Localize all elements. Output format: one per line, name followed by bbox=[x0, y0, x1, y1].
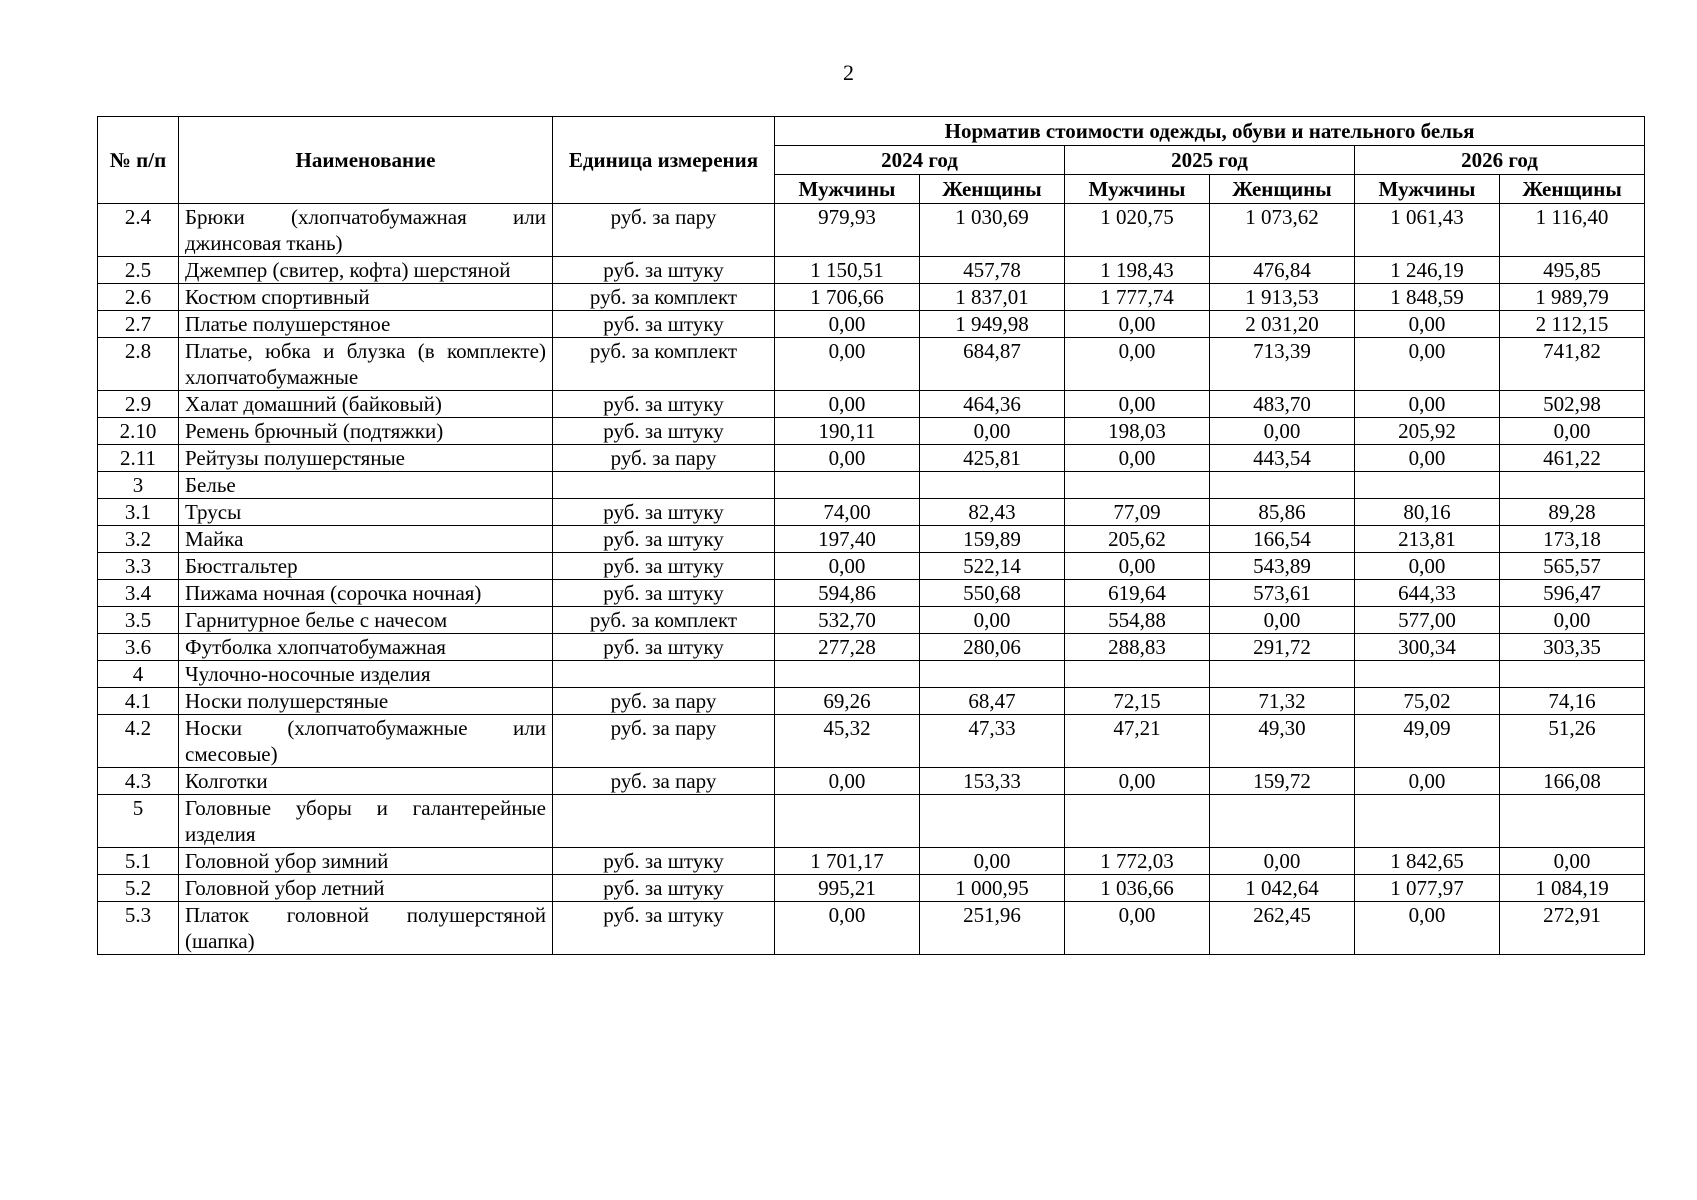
value-2024-men: 0,00 bbox=[775, 338, 920, 391]
value-2025-men: 0,00 bbox=[1065, 902, 1210, 955]
value-2025-men: 47,21 bbox=[1065, 715, 1210, 768]
value-2026-women: 74,16 bbox=[1500, 688, 1645, 715]
row-number: 5 bbox=[98, 795, 179, 848]
value-2025-men: 0,00 bbox=[1065, 311, 1210, 338]
row-number: 2.5 bbox=[98, 257, 179, 284]
table-header bbox=[98, 117, 1645, 204]
value-2025-women: 0,00 bbox=[1210, 607, 1355, 634]
unit-of-measure: руб. за штуку bbox=[553, 257, 775, 284]
value-2025-men: 0,00 bbox=[1065, 768, 1210, 795]
table-row bbox=[98, 848, 1645, 875]
row-number: 4.1 bbox=[98, 688, 179, 715]
value-2024-women: 684,87 bbox=[920, 338, 1065, 391]
value-2024-men bbox=[775, 795, 920, 848]
table-row bbox=[98, 472, 1645, 499]
value-2025-men: 0,00 bbox=[1065, 338, 1210, 391]
value-2024-men: 197,40 bbox=[775, 526, 920, 553]
unit-of-measure bbox=[553, 472, 775, 499]
value-2026-women: 303,35 bbox=[1500, 634, 1645, 661]
item-name: Халат домашний (байковый) bbox=[179, 391, 553, 418]
header-women: Женщины bbox=[920, 175, 1065, 204]
value-2025-women: 543,89 bbox=[1210, 553, 1355, 580]
value-2024-men: 995,21 bbox=[775, 875, 920, 902]
value-2026-men bbox=[1355, 472, 1500, 499]
value-2026-men: 300,34 bbox=[1355, 634, 1500, 661]
item-name: Платок головной полушерстяной (шапка) bbox=[179, 902, 553, 955]
table-row bbox=[98, 391, 1645, 418]
unit-of-measure: руб. за комплект bbox=[553, 338, 775, 391]
value-2024-women: 153,33 bbox=[920, 768, 1065, 795]
value-2026-women: 173,18 bbox=[1500, 526, 1645, 553]
table-row bbox=[98, 607, 1645, 634]
value-2024-women bbox=[920, 795, 1065, 848]
value-2025-men: 1 777,74 bbox=[1065, 284, 1210, 311]
unit-of-measure: руб. за штуку bbox=[553, 580, 775, 607]
value-2024-men: 45,32 bbox=[775, 715, 920, 768]
item-name: Головные уборы и галантерейные изделия bbox=[179, 795, 553, 848]
value-2025-men: 554,88 bbox=[1065, 607, 1210, 634]
header-name: Наименование bbox=[179, 117, 553, 204]
value-2025-women: 476,84 bbox=[1210, 257, 1355, 284]
value-2025-women: 1 073,62 bbox=[1210, 204, 1355, 257]
value-2024-men: 0,00 bbox=[775, 311, 920, 338]
unit-of-measure: руб. за комплект bbox=[553, 284, 775, 311]
value-2025-men bbox=[1065, 472, 1210, 499]
value-2026-men: 0,00 bbox=[1355, 553, 1500, 580]
item-name: Носки (хлопчатобумажные или смесовые) bbox=[179, 715, 553, 768]
value-2024-women: 464,36 bbox=[920, 391, 1065, 418]
unit-of-measure: руб. за штуку bbox=[553, 902, 775, 955]
value-2024-men: 0,00 bbox=[775, 902, 920, 955]
item-name: Брюки (хлопчатобумажная или джинсовая ткань) bbox=[179, 204, 553, 257]
value-2026-women: 51,26 bbox=[1500, 715, 1645, 768]
value-2026-women: 502,98 bbox=[1500, 391, 1645, 418]
item-name: Головной убор летний bbox=[179, 875, 553, 902]
item-name: Белье bbox=[179, 472, 553, 499]
value-2025-men: 619,64 bbox=[1065, 580, 1210, 607]
value-2024-women: 1 030,69 bbox=[920, 204, 1065, 257]
row-number: 2.8 bbox=[98, 338, 179, 391]
row-number: 3.1 bbox=[98, 499, 179, 526]
table-body bbox=[98, 204, 1645, 955]
value-2025-women bbox=[1210, 472, 1355, 499]
value-2025-women: 71,32 bbox=[1210, 688, 1355, 715]
item-name: Гарнитурное белье с начесом bbox=[179, 607, 553, 634]
value-2025-women: 0,00 bbox=[1210, 418, 1355, 445]
value-2026-men: 213,81 bbox=[1355, 526, 1500, 553]
value-2026-women: 495,85 bbox=[1500, 257, 1645, 284]
value-2024-women: 0,00 bbox=[920, 607, 1065, 634]
value-2025-women: 713,39 bbox=[1210, 338, 1355, 391]
value-2025-men: 0,00 bbox=[1065, 553, 1210, 580]
value-2026-men: 75,02 bbox=[1355, 688, 1500, 715]
value-2024-men: 0,00 bbox=[775, 391, 920, 418]
value-2025-men: 1 036,66 bbox=[1065, 875, 1210, 902]
value-2024-women: 1 949,98 bbox=[920, 311, 1065, 338]
value-2024-women: 1 000,95 bbox=[920, 875, 1065, 902]
value-2026-men bbox=[1355, 661, 1500, 688]
row-number: 2.4 bbox=[98, 204, 179, 257]
value-2025-men: 0,00 bbox=[1065, 391, 1210, 418]
value-2026-women: 272,91 bbox=[1500, 902, 1645, 955]
value-2026-women: 1 989,79 bbox=[1500, 284, 1645, 311]
item-name: Ремень брючный (подтяжки) bbox=[179, 418, 553, 445]
value-2025-women: 291,72 bbox=[1210, 634, 1355, 661]
value-2026-women: 461,22 bbox=[1500, 445, 1645, 472]
value-2025-women: 85,86 bbox=[1210, 499, 1355, 526]
value-2024-women: 0,00 bbox=[920, 418, 1065, 445]
value-2025-women: 159,72 bbox=[1210, 768, 1355, 795]
value-2026-men bbox=[1355, 795, 1500, 848]
item-name: Джемпер (свитер, кофта) шерстяной bbox=[179, 257, 553, 284]
value-2024-women: 0,00 bbox=[920, 848, 1065, 875]
value-2026-men: 1 246,19 bbox=[1355, 257, 1500, 284]
item-name: Чулочно-носочные изделия bbox=[179, 661, 553, 688]
value-2026-men: 0,00 bbox=[1355, 311, 1500, 338]
value-2024-women bbox=[920, 472, 1065, 499]
value-2025-women: 2 031,20 bbox=[1210, 311, 1355, 338]
value-2024-men bbox=[775, 661, 920, 688]
item-name: Бюстгальтер bbox=[179, 553, 553, 580]
header-year-2024: 2024 год bbox=[775, 146, 1065, 175]
value-2025-men: 1 772,03 bbox=[1065, 848, 1210, 875]
table-row bbox=[98, 902, 1645, 955]
header-num: № п/п bbox=[98, 117, 179, 204]
value-2026-women bbox=[1500, 795, 1645, 848]
unit-of-measure: руб. за штуку bbox=[553, 526, 775, 553]
value-2025-men: 1 198,43 bbox=[1065, 257, 1210, 284]
value-2026-women: 2 112,15 bbox=[1500, 311, 1645, 338]
header-women: Женщины bbox=[1500, 175, 1645, 204]
row-number: 2.7 bbox=[98, 311, 179, 338]
value-2024-women: 425,81 bbox=[920, 445, 1065, 472]
page-number: 2 bbox=[843, 60, 854, 85]
value-2025-women: 49,30 bbox=[1210, 715, 1355, 768]
value-2024-men: 1 150,51 bbox=[775, 257, 920, 284]
value-2026-men: 1 842,65 bbox=[1355, 848, 1500, 875]
unit-of-measure bbox=[553, 661, 775, 688]
item-name: Футболка хлопчатобумажная bbox=[179, 634, 553, 661]
unit-of-measure: руб. за пару bbox=[553, 715, 775, 768]
value-2025-men bbox=[1065, 795, 1210, 848]
value-2025-women: 166,54 bbox=[1210, 526, 1355, 553]
item-name: Костюм спортивный bbox=[179, 284, 553, 311]
value-2024-men: 532,70 bbox=[775, 607, 920, 634]
unit-of-measure: руб. за штуку bbox=[553, 634, 775, 661]
value-2026-men: 205,92 bbox=[1355, 418, 1500, 445]
row-number: 2.6 bbox=[98, 284, 179, 311]
value-2024-men: 0,00 bbox=[775, 768, 920, 795]
value-2024-women: 457,78 bbox=[920, 257, 1065, 284]
value-2025-men: 0,00 bbox=[1065, 445, 1210, 472]
table-row bbox=[98, 445, 1645, 472]
table-row bbox=[98, 338, 1645, 391]
header-women: Женщины bbox=[1210, 175, 1355, 204]
value-2024-women: 522,14 bbox=[920, 553, 1065, 580]
unit-of-measure: руб. за штуку bbox=[553, 875, 775, 902]
value-2026-women: 596,47 bbox=[1500, 580, 1645, 607]
unit-of-measure: руб. за штуку bbox=[553, 848, 775, 875]
value-2026-women: 565,57 bbox=[1500, 553, 1645, 580]
value-2026-men: 0,00 bbox=[1355, 445, 1500, 472]
value-2026-men: 80,16 bbox=[1355, 499, 1500, 526]
table-row bbox=[98, 715, 1645, 768]
item-name: Пижама ночная (сорочка ночная) bbox=[179, 580, 553, 607]
value-2025-women bbox=[1210, 795, 1355, 848]
item-name: Носки полушерстяные bbox=[179, 688, 553, 715]
table-row bbox=[98, 634, 1645, 661]
value-2024-women bbox=[920, 661, 1065, 688]
value-2025-men: 72,15 bbox=[1065, 688, 1210, 715]
unit-of-measure: руб. за пару bbox=[553, 445, 775, 472]
table-row bbox=[98, 204, 1645, 257]
row-number: 2.9 bbox=[98, 391, 179, 418]
table-row bbox=[98, 311, 1645, 338]
table-row bbox=[98, 553, 1645, 580]
unit-of-measure: руб. за штуку bbox=[553, 418, 775, 445]
unit-of-measure: руб. за штуку bbox=[553, 391, 775, 418]
row-number: 2.10 bbox=[98, 418, 179, 445]
value-2026-women: 1 084,19 bbox=[1500, 875, 1645, 902]
value-2024-women: 251,96 bbox=[920, 902, 1065, 955]
value-2026-men: 577,00 bbox=[1355, 607, 1500, 634]
item-name: Колготки bbox=[179, 768, 553, 795]
item-name: Платье полушерстяное bbox=[179, 311, 553, 338]
row-number: 2.11 bbox=[98, 445, 179, 472]
unit-of-measure: руб. за пару bbox=[553, 768, 775, 795]
value-2026-women bbox=[1500, 472, 1645, 499]
value-2025-women: 573,61 bbox=[1210, 580, 1355, 607]
unit-of-measure: руб. за штуку bbox=[553, 553, 775, 580]
item-name: Рейтузы полушерстяные bbox=[179, 445, 553, 472]
value-2025-men: 1 020,75 bbox=[1065, 204, 1210, 257]
value-2025-women: 262,45 bbox=[1210, 902, 1355, 955]
table-row bbox=[98, 257, 1645, 284]
table-row bbox=[98, 661, 1645, 688]
header-year-2026: 2026 год bbox=[1355, 146, 1645, 175]
value-2026-men: 0,00 bbox=[1355, 768, 1500, 795]
value-2024-men bbox=[775, 472, 920, 499]
value-2024-women: 68,47 bbox=[920, 688, 1065, 715]
unit-of-measure: руб. за комплект bbox=[553, 607, 775, 634]
row-number: 4 bbox=[98, 661, 179, 688]
table-row bbox=[98, 768, 1645, 795]
value-2026-women: 166,08 bbox=[1500, 768, 1645, 795]
value-2024-men: 1 706,66 bbox=[775, 284, 920, 311]
value-2024-men: 1 701,17 bbox=[775, 848, 920, 875]
value-2026-men: 0,00 bbox=[1355, 391, 1500, 418]
value-2026-women: 89,28 bbox=[1500, 499, 1645, 526]
value-2026-men: 1 077,97 bbox=[1355, 875, 1500, 902]
value-2024-men: 190,11 bbox=[775, 418, 920, 445]
value-2026-women: 741,82 bbox=[1500, 338, 1645, 391]
value-2026-men: 49,09 bbox=[1355, 715, 1500, 768]
value-2025-men: 288,83 bbox=[1065, 634, 1210, 661]
header-group-title: Норматив стоимости одежды, обуви и нательного белья bbox=[775, 117, 1645, 146]
row-number: 4.2 bbox=[98, 715, 179, 768]
value-2026-women bbox=[1500, 661, 1645, 688]
row-number: 3.6 bbox=[98, 634, 179, 661]
value-2025-women: 1 042,64 bbox=[1210, 875, 1355, 902]
value-2024-men: 74,00 bbox=[775, 499, 920, 526]
value-2026-men: 1 848,59 bbox=[1355, 284, 1500, 311]
value-2024-women: 82,43 bbox=[920, 499, 1065, 526]
table-row bbox=[98, 795, 1645, 848]
row-number: 5.2 bbox=[98, 875, 179, 902]
unit-of-measure: руб. за пару bbox=[553, 204, 775, 257]
row-number: 3.5 bbox=[98, 607, 179, 634]
header-year-2025: 2025 год bbox=[1065, 146, 1355, 175]
row-number: 4.3 bbox=[98, 768, 179, 795]
table-row bbox=[98, 875, 1645, 902]
value-2026-men: 0,00 bbox=[1355, 902, 1500, 955]
value-2026-women: 0,00 bbox=[1500, 418, 1645, 445]
value-2026-men: 0,00 bbox=[1355, 338, 1500, 391]
header-men: Мужчины bbox=[1355, 175, 1500, 204]
unit-of-measure: руб. за штуку bbox=[553, 499, 775, 526]
table-row bbox=[98, 526, 1645, 553]
value-2024-men: 979,93 bbox=[775, 204, 920, 257]
table-row bbox=[98, 418, 1645, 445]
table-row bbox=[98, 688, 1645, 715]
value-2025-women bbox=[1210, 661, 1355, 688]
row-number: 3 bbox=[98, 472, 179, 499]
item-name: Головной убор зимний bbox=[179, 848, 553, 875]
value-2025-men: 77,09 bbox=[1065, 499, 1210, 526]
value-2024-men: 69,26 bbox=[775, 688, 920, 715]
item-name: Трусы bbox=[179, 499, 553, 526]
row-number: 3.4 bbox=[98, 580, 179, 607]
value-2024-women: 280,06 bbox=[920, 634, 1065, 661]
item-name: Майка bbox=[179, 526, 553, 553]
row-number: 5.1 bbox=[98, 848, 179, 875]
value-2026-women: 0,00 bbox=[1500, 848, 1645, 875]
row-number: 5.3 bbox=[98, 902, 179, 955]
header-men: Мужчины bbox=[1065, 175, 1210, 204]
value-2026-men: 644,33 bbox=[1355, 580, 1500, 607]
value-2024-women: 1 837,01 bbox=[920, 284, 1065, 311]
unit-of-measure: руб. за штуку bbox=[553, 311, 775, 338]
table-row bbox=[98, 284, 1645, 311]
table-row bbox=[98, 580, 1645, 607]
value-2025-men bbox=[1065, 661, 1210, 688]
value-2025-men: 205,62 bbox=[1065, 526, 1210, 553]
value-2025-women: 443,54 bbox=[1210, 445, 1355, 472]
value-2024-men: 0,00 bbox=[775, 553, 920, 580]
table-row bbox=[98, 499, 1645, 526]
value-2024-men: 0,00 bbox=[775, 445, 920, 472]
value-2024-men: 594,86 bbox=[775, 580, 920, 607]
value-2024-women: 550,68 bbox=[920, 580, 1065, 607]
value-2025-women: 0,00 bbox=[1210, 848, 1355, 875]
value-2024-men: 277,28 bbox=[775, 634, 920, 661]
value-2024-women: 47,33 bbox=[920, 715, 1065, 768]
value-2025-women: 1 913,53 bbox=[1210, 284, 1355, 311]
value-2026-women: 0,00 bbox=[1500, 607, 1645, 634]
header-men: Мужчины bbox=[775, 175, 920, 204]
unit-of-measure bbox=[553, 795, 775, 848]
unit-of-measure: руб. за пару bbox=[553, 688, 775, 715]
row-number: 3.2 bbox=[98, 526, 179, 553]
value-2025-women: 483,70 bbox=[1210, 391, 1355, 418]
value-2026-women: 1 116,40 bbox=[1500, 204, 1645, 257]
header-unit: Единица измерения bbox=[553, 117, 775, 204]
row-number: 3.3 bbox=[98, 553, 179, 580]
value-2026-men: 1 061,43 bbox=[1355, 204, 1500, 257]
value-2024-women: 159,89 bbox=[920, 526, 1065, 553]
item-name: Платье, юбка и блузка (в комплекте) хлопчатобумажные bbox=[179, 338, 553, 391]
clothing-cost-norm-table bbox=[97, 116, 1645, 955]
value-2025-men: 198,03 bbox=[1065, 418, 1210, 445]
